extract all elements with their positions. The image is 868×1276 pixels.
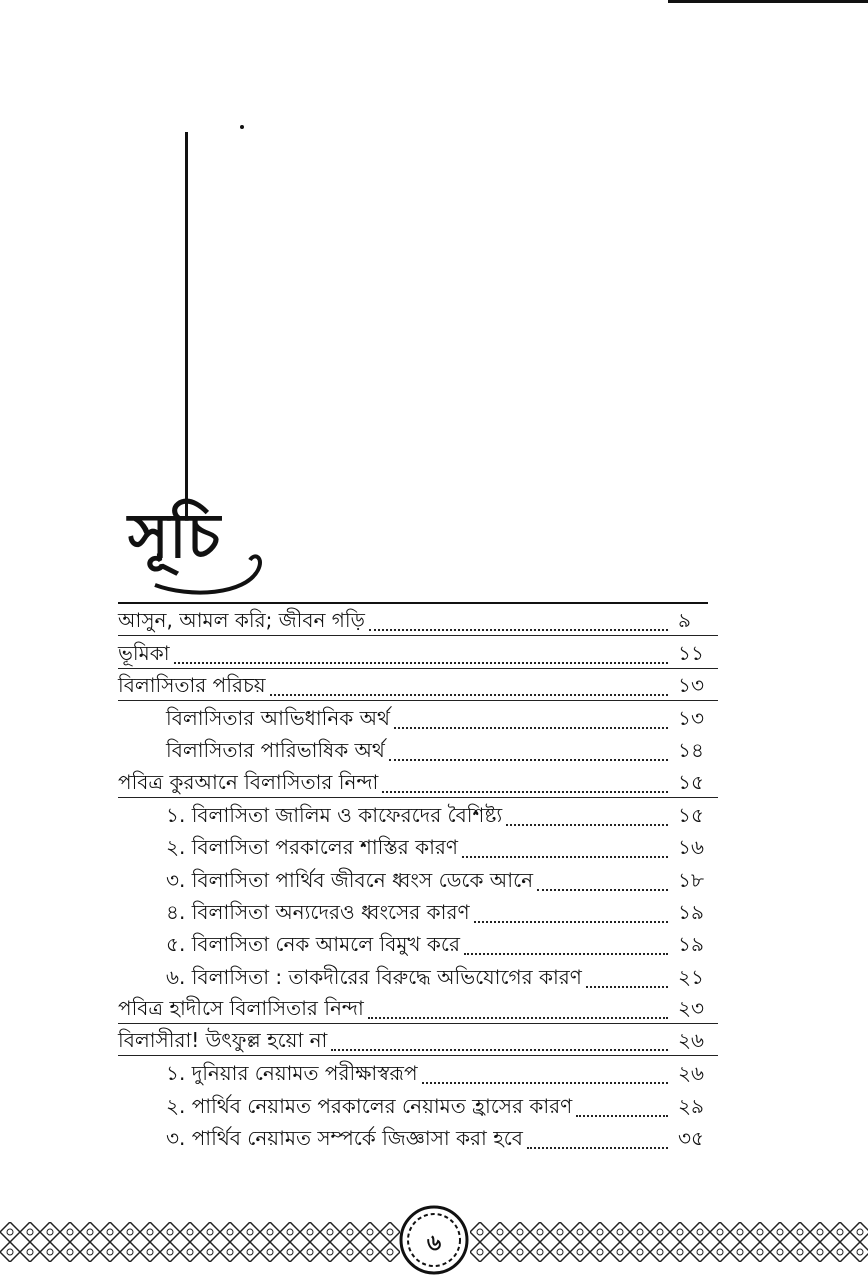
toc-entry	[118, 992, 718, 1024]
lattice-pattern-right	[470, 1222, 868, 1262]
toc-entry-page: ২৬	[678, 1028, 705, 1053]
page-number: ৬	[426, 1231, 442, 1256]
dot-leader	[474, 920, 668, 923]
toc-entry-label: ২. বিলাসিতা পরকালের শাস্তির কারণ	[166, 835, 459, 860]
toc-entry-label: ভূমিকা	[118, 640, 170, 665]
toc-entry-label: ৪. বিলাসিতা অন্যদেরও ধ্বংসের কারণ	[166, 899, 470, 924]
dot-leader	[586, 985, 668, 988]
toc-entry-page: ১৫	[678, 803, 704, 828]
dot-leader	[174, 661, 668, 664]
toc-entry	[118, 604, 718, 636]
toc-entry	[118, 959, 718, 991]
toc-entry-page: ১৬	[678, 835, 704, 860]
toc-entry-label: ১. বিলাসিতা জালিম ও কাফেরদের বৈশিষ্ট্য	[166, 803, 503, 828]
toc-entry-label: ৩. পার্থিব নেয়ামত সম্পর্কে জিজ্ঞাসা করা হবে	[166, 1126, 523, 1151]
toc-entry	[118, 733, 718, 765]
toc-entry-page: ১৯	[678, 899, 704, 924]
toc-entry	[118, 830, 718, 862]
toc-entry-label: ৬. বিলাসিতা : তাকদীরের বিরুদ্ধে অভিযোগের কারণ	[166, 964, 582, 989]
dot-leader	[368, 1016, 668, 1019]
dot-leader	[576, 1114, 668, 1117]
toc-entry	[118, 895, 718, 927]
toc-entry-label: আসুন, আমল করি; জীবন গড়ি	[118, 608, 365, 633]
dot-leader	[506, 823, 668, 826]
dot-leader	[464, 952, 668, 955]
toc-entry-page: ১৫	[678, 769, 704, 794]
top-edge-rule	[668, 0, 868, 3]
toc-entry	[118, 862, 718, 894]
toc-entry-page: ২৯	[678, 1093, 704, 1118]
dot-leader	[537, 888, 668, 891]
toc-entry	[118, 1024, 718, 1056]
toc-entry	[118, 798, 718, 830]
toc-entry	[118, 765, 718, 797]
toc-entry	[118, 701, 718, 733]
toc-heading: সূচি	[128, 499, 221, 572]
toc-entry-page: ১৪	[678, 738, 704, 763]
toc-entry-page: ১৩	[678, 672, 704, 697]
toc-entry-label: বিলাসীরা! উৎফুল্ল হয়ো না	[118, 1028, 328, 1053]
dot-leader	[382, 790, 668, 793]
toc-entry-label: বিলাসিতার আভিধানিক অর্থ	[166, 706, 390, 731]
table-of-contents	[118, 604, 718, 1153]
toc-entry-label: বিলাসিতার পরিচয়	[118, 672, 266, 697]
decorative-dot	[240, 125, 244, 129]
toc-entry-page: ৩৫	[678, 1126, 704, 1151]
toc-entry-page: ২৬	[678, 1061, 705, 1086]
toc-entry	[118, 636, 718, 668]
toc-entry-label: ১. দুনিয়ার নেয়ামত পরীক্ষাস্বরূপ	[166, 1061, 418, 1086]
toc-entry-label: ৩. বিলাসিতা পার্থিব জীবনে ধ্বংস ডেকে আনে	[166, 867, 534, 892]
toc-entry-page: ১৯	[678, 932, 704, 957]
toc-entry-page: ৯	[678, 608, 691, 633]
heading-swash-ornament	[150, 540, 270, 600]
toc-entry	[118, 927, 718, 959]
dot-leader	[331, 1048, 668, 1051]
dot-leader	[369, 628, 668, 631]
toc-entry	[118, 1056, 718, 1088]
toc-entry-page: ১৩	[678, 706, 704, 731]
toc-entry	[118, 1121, 718, 1153]
toc-entry	[118, 1088, 718, 1120]
lattice-pattern-left	[0, 1222, 400, 1262]
toc-entry-page: ১৮	[678, 867, 704, 892]
toc-entry-page: ২১	[678, 964, 704, 989]
dot-leader	[527, 1146, 668, 1149]
toc-entry-label: ২. পার্থিব নেয়ামত পরকালের নেয়ামত হ্রাসের কারণ	[166, 1093, 573, 1118]
toc-entry-label: বিলাসিতার পারিভাষিক অর্থ	[166, 738, 385, 763]
dot-leader	[270, 693, 668, 696]
toc-entry	[118, 669, 718, 701]
dot-leader	[422, 1081, 668, 1084]
dot-leader	[394, 726, 668, 729]
dot-leader	[462, 855, 668, 858]
toc-entry-page: ২৩	[678, 995, 705, 1020]
toc-entry-page: ১১	[678, 640, 704, 665]
vertical-decorative-line	[185, 132, 188, 520]
dot-leader	[389, 758, 668, 761]
toc-entry-label: পবিত্র হাদীসে বিলাসিতার নিন্দা	[118, 995, 364, 1020]
toc-entry-label: ৫. বিলাসিতা নেক আমলে বিমুখ করে	[166, 932, 460, 957]
toc-entry-label: পবিত্র কুরআনে বিলাসিতার নিন্দা	[118, 769, 379, 794]
